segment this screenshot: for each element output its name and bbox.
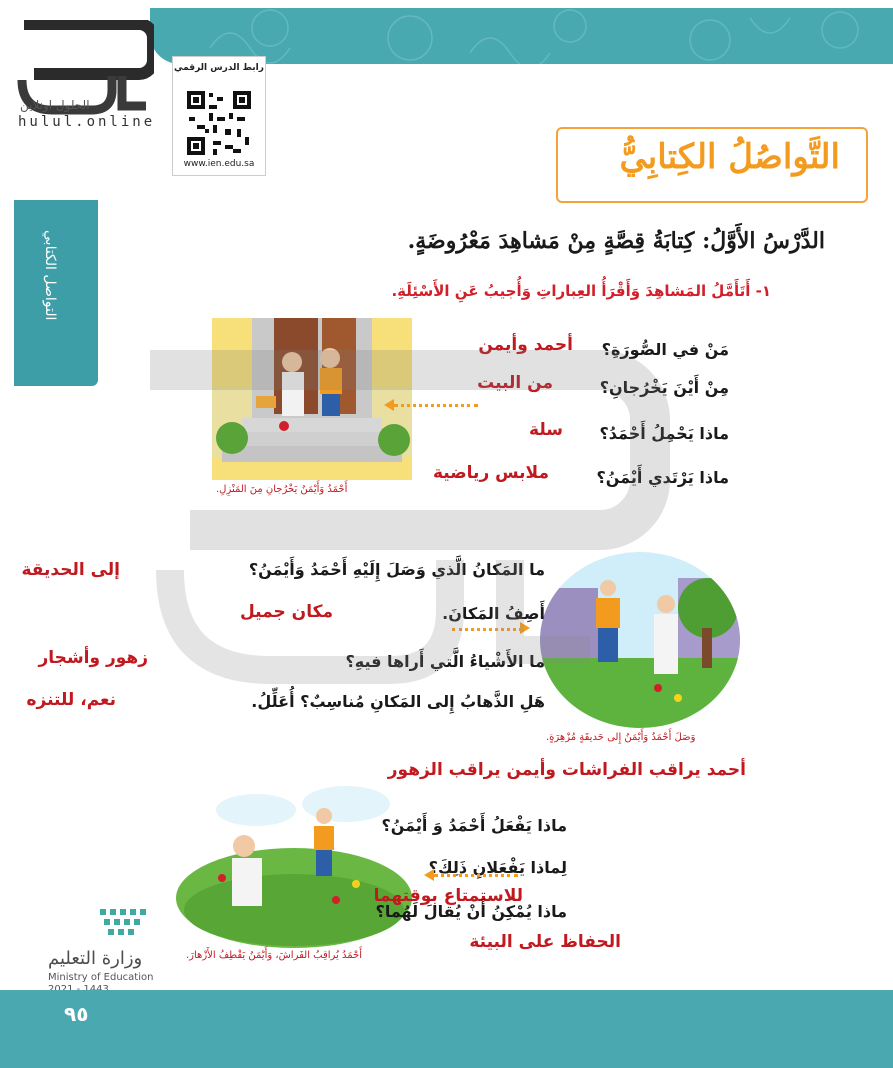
qr-code-icon: [185, 89, 253, 157]
scene1-question-2: مِنْ أَيْنَ يَخْرُجانِ؟: [599, 378, 729, 397]
lesson-heading: الدَّرْسُ الأَوَّلُ: كِتابَةُ قِصَّةٍ مِنْ مَشاهِدَ مَعْرُوضَةٍ.: [407, 228, 825, 254]
scene2-answer-1: إلى الحديقة: [21, 560, 120, 580]
arrow-3-line: [434, 874, 518, 877]
scene2-answer-4: نعم، للتنزه: [26, 690, 116, 710]
scene1-answer-1: أحمد وأيمن: [478, 335, 573, 355]
scene3-question-1: ماذا يَفْعَلُ أَحْمَدُ وَ أَيْمَنُ؟: [381, 816, 567, 835]
page-title: التَّواصُلُ الكِتابِيُّ: [619, 137, 840, 177]
scene1-answer-2: من البيت: [477, 373, 553, 393]
scene1-answer-3: سلة: [529, 420, 563, 440]
arrow-2-head: [520, 622, 530, 634]
scene3-question-2: لِماذا يَفْعَلانِ ذَلِكَ؟: [428, 858, 567, 877]
side-tab: [14, 200, 98, 386]
scene1-question-4: ماذا يَرْتَدي أَيْمَنُ؟: [596, 468, 729, 487]
logo-text: hulul.online: [18, 114, 156, 130]
scene2-illustration: [538, 548, 742, 730]
bottom-band: [0, 990, 893, 1068]
qr-card[interactable]: [172, 56, 266, 176]
scene3-question-3: ماذا يُمْكِنُ أَنْ يُقالَ لَهُما؟: [375, 902, 567, 921]
title-box: [556, 127, 868, 203]
arrow-1-line: [394, 404, 478, 407]
scene2-question-3: ما الأَشْياءُ الَّتي أَراها فيهِ؟: [345, 652, 545, 671]
arrow-3-head: [424, 869, 434, 881]
scene1-question-3: ماذا يَحْمِلُ أَحْمَدُ؟: [599, 424, 729, 443]
scene1-illustration: [212, 318, 412, 480]
scene1-answer-4: ملابس رياضية: [433, 463, 549, 483]
scene2-answer-3: زهور وأشجار: [38, 648, 148, 668]
qr-url: www.ien.edu.sa: [183, 159, 255, 169]
scene3-answer-3: الحفاظ على البيئة: [469, 932, 621, 952]
scene3-answer-2: للاستمتاع بوقتهما: [373, 886, 523, 906]
scene2-question-1: ما المَكانُ الَّذي وَصَلَ إِلَيْهِ أَحْمَدُ وَأَيْمَنُ؟: [248, 560, 545, 579]
arrow-2-line: [452, 628, 522, 631]
scene2-question-4: هَلِ الذَّهابُ إِلى المَكانِ مُناسِبٌ؟ أُعَلِّلُ.: [251, 692, 545, 711]
ministry-arabic-name: وزارة التعليم: [48, 948, 143, 969]
arrow-1-head: [384, 399, 394, 411]
qr-title: رابط الدرس الرقمي: [174, 63, 264, 73]
scene3-caption: أَحْمَدُ يُراقِبُ الفَراشَ، وَأَيْمَنُ يَقْطِفُ الأَزْهارَ.: [186, 950, 362, 961]
scene2-answer-2: مكان جميل: [240, 602, 333, 622]
logo-subtitle: الحلول اونلاين: [20, 98, 90, 112]
ministry-english-name: Ministry of Education: [48, 972, 154, 983]
instruction: ١- أَتَأَمَّلُ المَشاهِدَ وَأَقْرَأُ العِباراتِ وَأُجيبُ عَنِ الأَسْئِلَةِ.: [391, 282, 771, 300]
scene1-caption: أَحْمَدُ وَأَيْمَنُ يَخْرُجانِ مِنَ المَنْزِلِ.: [216, 484, 348, 495]
page-number: ٩٥: [64, 1002, 89, 1026]
scene2-question-2: أَصِفُ المَكانَ.: [442, 604, 545, 623]
scene3-answer-top: أحمد يراقب الفراشات وأيمن يراقب الزهور: [387, 760, 746, 780]
scene3-illustration: [176, 780, 412, 948]
scene1-question-1: مَنْ في الصُّورَةِ؟: [601, 340, 729, 359]
side-tab-label: التواصل الكتابي: [42, 230, 58, 321]
scene2-caption: وَصَلَ أَحْمَدُ وَأَيْمَنُ إِلى حَديقَةٍ مُزْهِرَةٍ.: [546, 732, 696, 743]
